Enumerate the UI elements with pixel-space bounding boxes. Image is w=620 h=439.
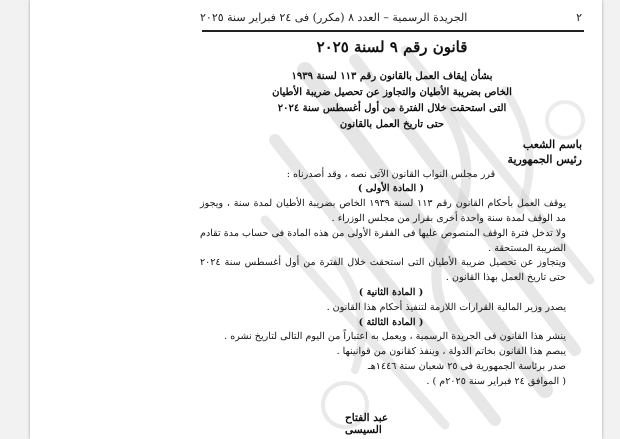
- in-name-of-people: باسم الشعب: [522, 138, 582, 151]
- gazette-issue-info: الجريدة الرسمية – العدد ٨ (مكرر) فى ٢٤ فبراير سنة ٢٠٢٥: [200, 11, 468, 24]
- subtitle-line: الخاص بضريبة الأطيان والتجاوز عن تحصيل ضريبة الأطيان: [272, 87, 512, 98]
- subtitle-line: حتى تاريخ العمل بالقانون: [339, 119, 445, 130]
- issue-date-hijri: صدر برئاسة الجمهورية فى ٢٥ شعبان سنة ١٤٤٦هـ: [367, 360, 566, 372]
- gazette-header: [200, 11, 582, 24]
- header-divider: [202, 30, 584, 32]
- law-body: [200, 138, 582, 390]
- article-1-paragraph: يوقف العمل بأحكام القانون رقم ١١٣ لسنة ١٩٣٩ الخاص بضريبة الأطيان لمدة سنة ، ويجوز مد الوقف لمدة سنة واحدة أخرى بقرار من مجلس الوزراء .: [200, 198, 566, 224]
- president-title: رئيس الجمهورية: [507, 152, 582, 166]
- article-1-title: ( المادة الأولى ): [357, 183, 425, 195]
- subtitle-line: التى استحقت خلال الفترة من أول أغسطس سنة ٢٠٢٤: [277, 103, 507, 114]
- law-subtitle: [202, 69, 582, 133]
- article-3-title: ( المادة الثالثة ): [358, 316, 424, 328]
- preamble: قرر مجلس النواب القانون الآتى نصه ، وقد أصدرناه :: [286, 168, 496, 180]
- article-2-title: ( المادة الثانية ): [358, 286, 424, 298]
- article-3-paragraph: يبصم هذا القانون بخاتم الدولة ، وينفذ كقانون من قوانينها .: [336, 346, 566, 358]
- article-1-paragraph: ويتجاوز عن تحصيل ضريبة الأطيان التى استحقت خلال الفترة من أول أغسطس سنة ٢٠٢٤ حتى تاريخ العمل بهذا القانون .: [200, 257, 566, 284]
- article-3-paragraph: ينشر هذا القانون فى الجريدة الرسمية ، ويعمل به اعتباراً من اليوم التالى لتاريخ نشره .: [224, 331, 566, 343]
- gazette-page: [30, 0, 602, 439]
- page-number: ٢: [576, 11, 582, 24]
- law-title: قانون رقم ٩ لسنة ٢٠٢٥: [316, 38, 468, 56]
- page-content: [30, 0, 602, 439]
- subtitle-line: بشأن إيقاف العمل بالقانون رقم ١١٣ لسنة ١٩٣٩: [291, 71, 493, 82]
- issue-date-gregorian: ( الموافق ٢٤ فبراير سنة ٢٠٢٥م ) .: [426, 375, 566, 387]
- article-2-paragraph: يصدر وزير المالية القرارات اللازمة لتنفيذ أحكام هذا القانون .: [326, 301, 566, 313]
- article-1-paragraph: ولا تدخل فترة الوقف المنصوص عليها فى الفقرة الأولى من هذه المادة فى حساب مدة تقادم الضريبة المستحقة .: [200, 227, 566, 254]
- president-signature: عبد الفتاح السيسى: [345, 412, 389, 436]
